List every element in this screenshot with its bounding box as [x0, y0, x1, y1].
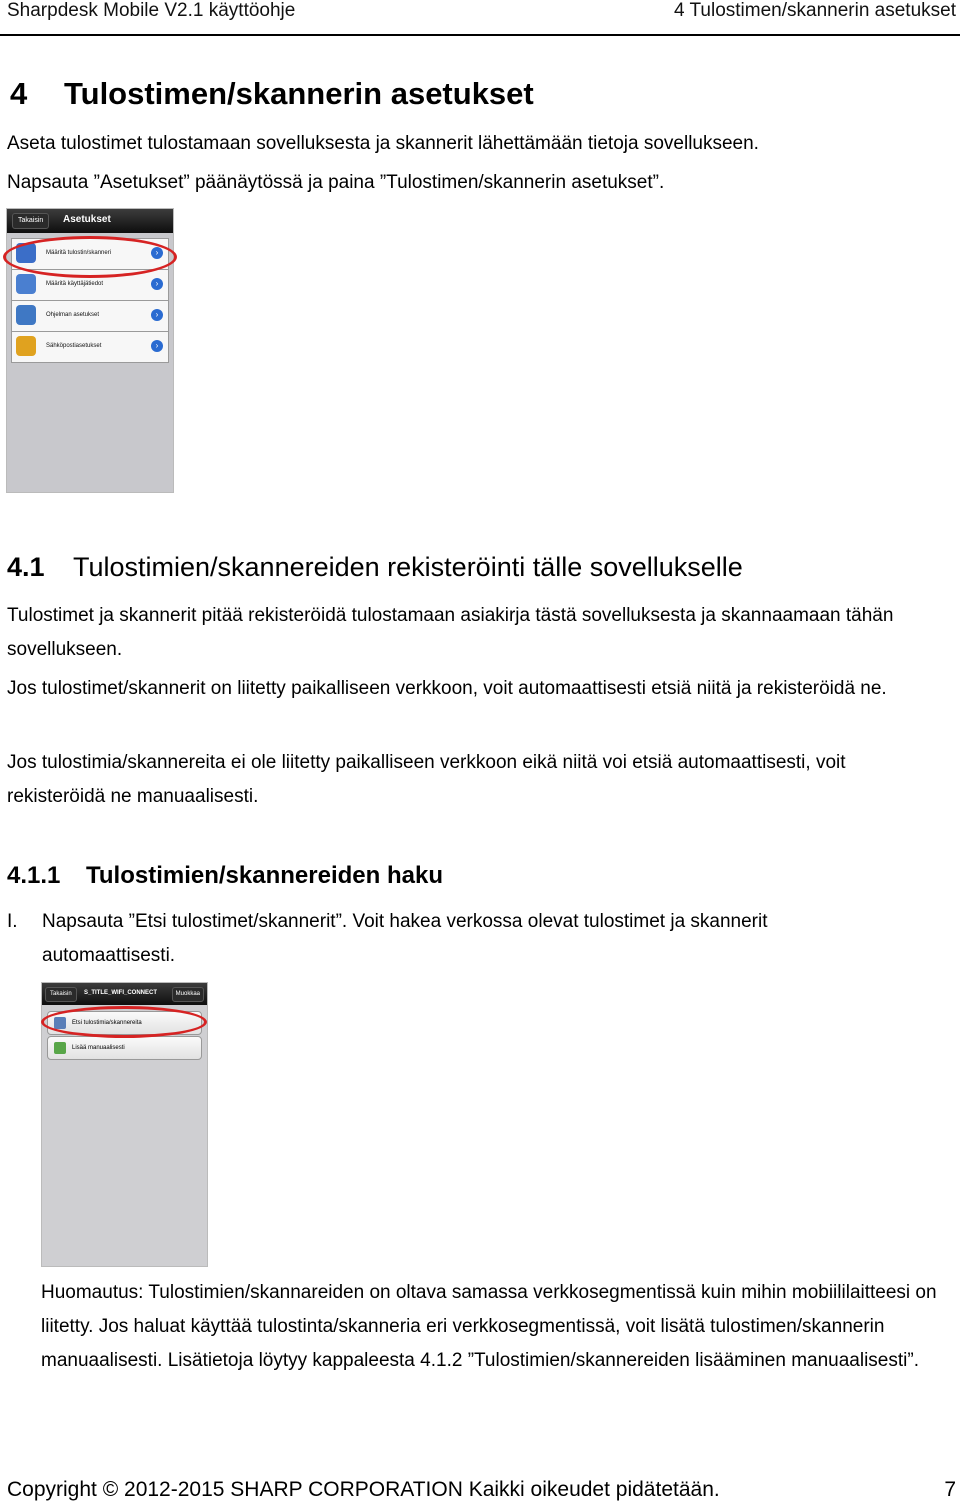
- settings-navbar: [7, 209, 173, 233]
- mail-icon: [16, 336, 36, 356]
- printer-search-navbar: [42, 983, 207, 1005]
- settings-item-label: Sähköpostiasetukset: [46, 343, 102, 349]
- chevron-right-icon: ›: [151, 278, 163, 290]
- add-manually-label: Lisää manuaalisesti: [72, 1045, 125, 1051]
- subsubsection-title: Tulostimien/skannereiden haku: [86, 862, 443, 889]
- settings-item-mail: [11, 332, 169, 363]
- subsubsection-number: 4.1.1: [7, 862, 61, 889]
- settings-item-label: Määritä käyttäjätiedot: [46, 281, 104, 287]
- section-intro-2: Napsauta ”Asetukset” päänäytössä ja paina ”Tulostimen/skannerin asetukset”.: [7, 172, 665, 193]
- settings-item-label: Ohjelman asetukset: [46, 312, 100, 318]
- user-settings-icon: [16, 274, 36, 294]
- chevron-right-icon: ›: [151, 247, 163, 259]
- settings-item-label: Määritä tulostin/skanneri: [46, 250, 112, 256]
- app-settings-icon: [16, 305, 36, 325]
- subsection-heading: [7, 552, 743, 583]
- section-number: 4: [10, 76, 28, 111]
- add-manual-icon: [54, 1042, 66, 1054]
- edit-button: Muokkaa: [172, 987, 204, 1002]
- section-heading: [10, 76, 534, 112]
- settings-title: Asetukset: [63, 214, 111, 225]
- step-text: Napsauta ”Etsi tulostimet/skannerit”. Voit hakea verkossa olevat tulostimet ja skannerit automaattisesti.: [42, 911, 768, 966]
- subsection-paragraph-3: Jos tulostimia/skannereita ei ole liitetty paikalliseen verkkoon eikä niitä voi etsiä automaattisesti, voit rekisteröidä ne manuaalisesti.: [7, 752, 846, 807]
- back-button: Takaisin: [12, 213, 49, 229]
- settings-item-app: [11, 301, 169, 332]
- header-document-title: Sharpdesk Mobile V2.1 käyttöohje: [7, 0, 296, 21]
- subsection-title: Tulostimien/skannereiden rekisteröinti tälle sovellukselle: [73, 552, 743, 582]
- subsection-number: 4.1: [7, 552, 45, 582]
- highlight-circle: [41, 1006, 207, 1038]
- back-button: Takaisin: [45, 987, 77, 1002]
- section-title: Tulostimen/skannerin asetukset: [64, 76, 534, 111]
- add-manually-button: [47, 1036, 202, 1060]
- section-intro-1: Aseta tulostimet tulostamaan sovelluksesta ja skannerit lähettämään tietoja sovellukseen.: [7, 133, 759, 154]
- header-chapter-title: 4 Tulostimen/skannerin asetukset: [674, 0, 956, 21]
- note-paragraph: Huomautus: Tulostimien/skannareiden on oltava samassa verkkosegmentissä kuin mihin mobiililaitteesi on liitetty. Jos haluat käyttää tulostinta/skanneria eri verkkosegmentissä, voit lisätä tulostimen/skannerin manuaalisesti. Lisätietoja löytyy kappaleesta 4.1.2 ”Tulostimien/skannereiden lisääminen manuaalisesti”.: [41, 1282, 937, 1371]
- chevron-right-icon: ›: [151, 340, 163, 352]
- footer-copyright: Copyright © 2012-2015 SHARP CORPORATION Kaikki oikeudet pidätetään.: [7, 1478, 720, 1501]
- subsection-paragraph-2: Jos tulostimet/skannerit on liitetty paikalliseen verkkoon, voit automaattisesti etsiä niitä ja rekisteröidä ne.: [7, 678, 887, 699]
- search-printers-label: Etsi tulostimia/skannereita: [72, 1020, 142, 1026]
- subsection-paragraph-1: Tulostimet ja skannerit pitää rekisteröidä tulostamaan asiakirja tästä sovelluksesta ja skannaamaan tähän sovellukseen.: [7, 605, 894, 660]
- chevron-right-icon: ›: [151, 309, 163, 321]
- printer-search-title: S_TITLE_WIFI_CONNECT: [84, 990, 158, 996]
- header-divider: [0, 34, 960, 36]
- highlight-circle: [3, 236, 177, 278]
- step-number: I.: [7, 911, 18, 932]
- page-number: 7: [944, 1478, 956, 1501]
- subsubsection-heading: [7, 862, 443, 890]
